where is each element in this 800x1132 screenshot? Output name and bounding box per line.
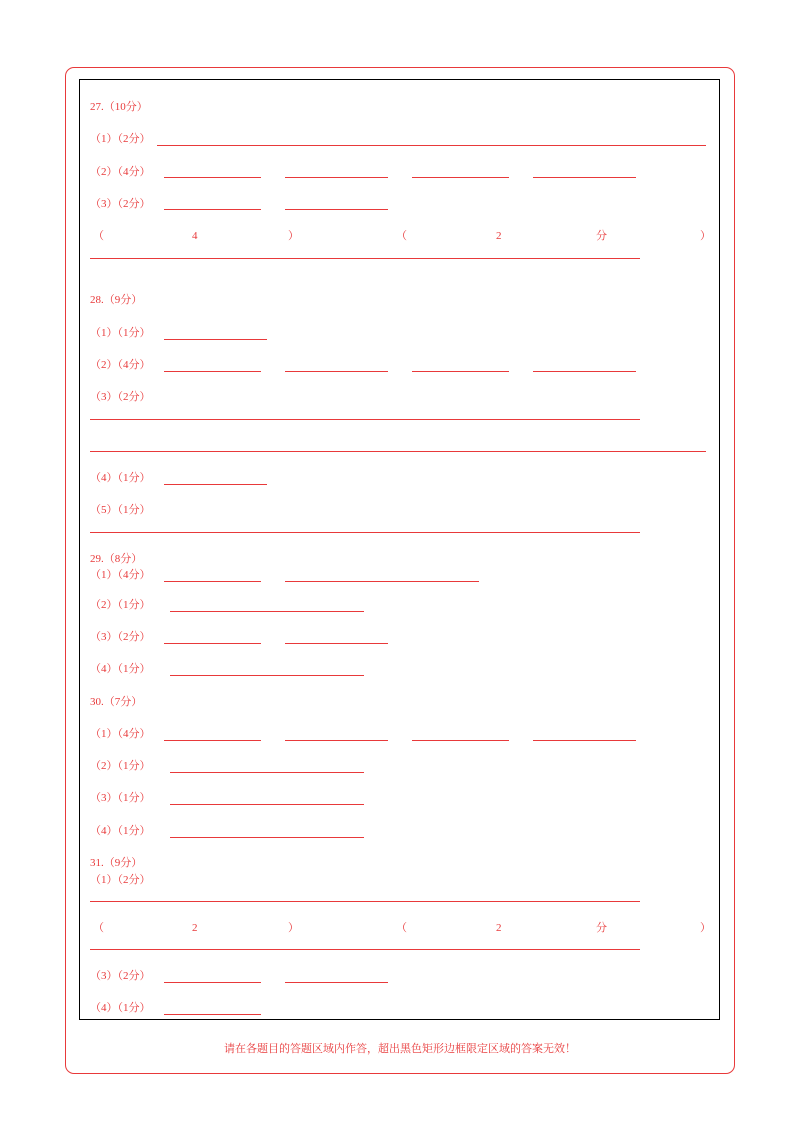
- q27-row4b-paren-close: ）: [700, 230, 711, 242]
- q27-row4-paren-open: （: [93, 230, 104, 242]
- q31-row2b-paren-open: （: [396, 922, 407, 934]
- q29-part4-blank[interactable]: [170, 675, 364, 676]
- q29-part1-label: （1）（4分）: [90, 569, 151, 581]
- q29-title: 29.（8分）: [90, 553, 143, 565]
- q27-part1-blank[interactable]: [157, 145, 706, 146]
- answer-area-box: [79, 79, 720, 1020]
- q31-row2-paren-open: （: [93, 922, 104, 934]
- q27-part3-blank-2[interactable]: [285, 209, 388, 210]
- q28-part5-blank[interactable]: [90, 532, 640, 533]
- q27-part3-label: （3）（2分）: [90, 198, 151, 210]
- q30-title: 30.（7分）: [90, 696, 143, 708]
- q28-part2-blank-1[interactable]: [164, 371, 261, 372]
- q31-part3-blank-1[interactable]: [164, 982, 261, 983]
- q27-part2-blank-3[interactable]: [412, 177, 509, 178]
- q29-part1-blank-2[interactable]: [285, 581, 479, 582]
- q27-row4b-fen: 分: [596, 230, 607, 242]
- q27-part3-blank-1[interactable]: [164, 209, 261, 210]
- q28-part3-blank-1[interactable]: [90, 419, 640, 420]
- q28-part2-blank-4[interactable]: [533, 371, 636, 372]
- q30-part1-blank-3[interactable]: [412, 740, 509, 741]
- q29-part2-blank[interactable]: [170, 611, 364, 612]
- q28-part4-label: （4）（1分）: [90, 472, 151, 484]
- q27-row4-points: 4: [192, 230, 198, 242]
- q28-part1-blank[interactable]: [164, 339, 267, 340]
- q30-part1-blank-4[interactable]: [533, 740, 636, 741]
- q30-part1-blank-1[interactable]: [164, 740, 261, 741]
- q27-part2-blank-2[interactable]: [285, 177, 388, 178]
- q31-row2b-paren-close: ）: [700, 922, 711, 934]
- q31-title: 31.（9分）: [90, 857, 143, 869]
- q31-part4-blank[interactable]: [164, 1014, 261, 1015]
- q27-part2-blank-4[interactable]: [533, 177, 636, 178]
- q28-part4-blank[interactable]: [164, 484, 267, 485]
- q28-part2-blank-3[interactable]: [412, 371, 509, 372]
- q29-part3-label: （3）（2分）: [90, 631, 151, 643]
- q31-part4-label: （4）（1分）: [90, 1002, 151, 1014]
- q30-part2-label: （2）（1分）: [90, 760, 151, 772]
- q28-part2-label: （2）（4分）: [90, 359, 151, 371]
- q28-part5-label: （5）（1分）: [90, 504, 151, 516]
- q31-row2-blank[interactable]: [90, 949, 640, 950]
- q30-part4-blank[interactable]: [170, 837, 364, 838]
- q27-row4-paren-close: ）: [288, 230, 299, 242]
- q31-row2b-points: 2: [496, 922, 502, 934]
- q31-part3-blank-2[interactable]: [285, 982, 388, 983]
- q31-row2-points: 2: [192, 922, 198, 934]
- q31-row2-paren-close: ）: [288, 922, 299, 934]
- q30-part1-blank-2[interactable]: [285, 740, 388, 741]
- q29-part3-blank-2[interactable]: [285, 643, 388, 644]
- q29-part1-blank-1[interactable]: [164, 581, 261, 582]
- q27-row4b-points: 2: [496, 230, 502, 242]
- q28-part3-label: （3）（2分）: [90, 391, 151, 403]
- q30-part1-label: （1）（4分）: [90, 728, 151, 740]
- q30-part4-label: （4）（1分）: [90, 825, 151, 837]
- q27-part2-blank-1[interactable]: [164, 177, 261, 178]
- q30-part3-blank[interactable]: [170, 804, 364, 805]
- q28-part2-blank-2[interactable]: [285, 371, 388, 372]
- q31-row2b-fen: 分: [596, 922, 607, 934]
- q27-row4b-paren-open: （: [396, 230, 407, 242]
- q29-part3-blank-1[interactable]: [164, 643, 261, 644]
- q29-part2-label: （2）（1分）: [90, 599, 151, 611]
- q28-title: 28.（9分）: [90, 294, 143, 306]
- q28-part3-blank-2[interactable]: [90, 451, 706, 452]
- q31-part3-label: （3）（2分）: [90, 970, 151, 982]
- q30-part3-label: （3）（1分）: [90, 792, 151, 804]
- q29-part4-label: （4）（1分）: [90, 663, 151, 675]
- q30-part2-blank[interactable]: [170, 772, 364, 773]
- q27-row4-blank[interactable]: [90, 258, 640, 259]
- q31-part1-label: （1）（2分）: [90, 874, 151, 886]
- q27-part2-label: （2）（4分）: [90, 166, 151, 178]
- footer-instruction: 请在各题目的答题区域内作答，超出黑色矩形边框限定区域的答案无效！: [224, 1043, 576, 1055]
- q27-title: 27.（10分）: [90, 101, 148, 113]
- q27-part1-label: （1）（2分）: [90, 133, 151, 145]
- q28-part1-label: （1）（1分）: [90, 327, 151, 339]
- q31-part1-blank[interactable]: [90, 901, 640, 902]
